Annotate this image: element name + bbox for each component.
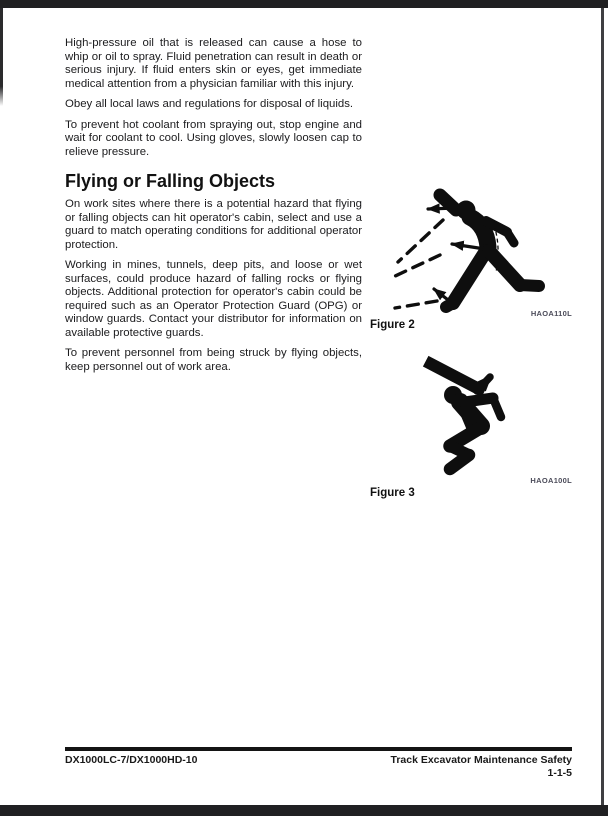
falling-object-strike-pictogram [405,350,545,480]
figure3-caption: Figure 3 [370,487,415,499]
footer-model-number: DX1000LC-7/DX1000HD-10 [65,754,198,766]
paragraph-obey-laws: Obey all local laws and regulations for disposal of liquids. [65,98,354,110]
paragraph-mines-tunnels: Working in mines, tunnels, deep pits, and loose or wet surfaces, could produce hazard of falling rocks or flying objects. Additional protection for operator's cabin could be required such as an Operator Protection Guard (OPG) or window guards. Contact your distributor for information on available protective guards. [65,259,362,339]
paragraph-high-pressure-oil: High-pressure oil that is released can cause a hose to whip or oil to spray. Fluid penetration can result in death or serious injury. If fluid enters skin or eyes, get immediate medical attention from a physician familiar with this injury. [65,37,362,90]
figure2-image-code: HAOA110L [530,309,572,318]
page-edge-bottom [0,805,608,816]
footer-rule [65,747,572,751]
section-heading: Flying or Falling Objects [65,171,276,191]
flying-objects-pictogram [390,177,560,313]
paragraph-hot-coolant: To prevent hot coolant from spraying out, stop engine and wait for coolant to cool. Using gloves, slowly loosen cap to relieve pressure. [65,118,362,158]
body-text-column [65,37,362,381]
paragraph-work-sites: On work sites where there is a potential hazard that flying or falling objects can hit operator's cabin, select and use a guard to match operating conditions for additional operator protection. [65,198,362,251]
page-edge-top [0,0,608,8]
paragraph-keep-personnel-out: To prevent personnel from being struck by flying objects, keep personnel out of work area. [65,347,362,373]
figure3-image-code: HAOA100L [530,476,572,485]
footer-page-number: 1-1-5 [547,767,572,779]
page-edge-left [0,8,3,106]
figure2-caption: Figure 2 [370,319,415,331]
page-edge-right [601,8,604,805]
footer-chapter-title: Track Excavator Maintenance Safety [390,754,572,766]
